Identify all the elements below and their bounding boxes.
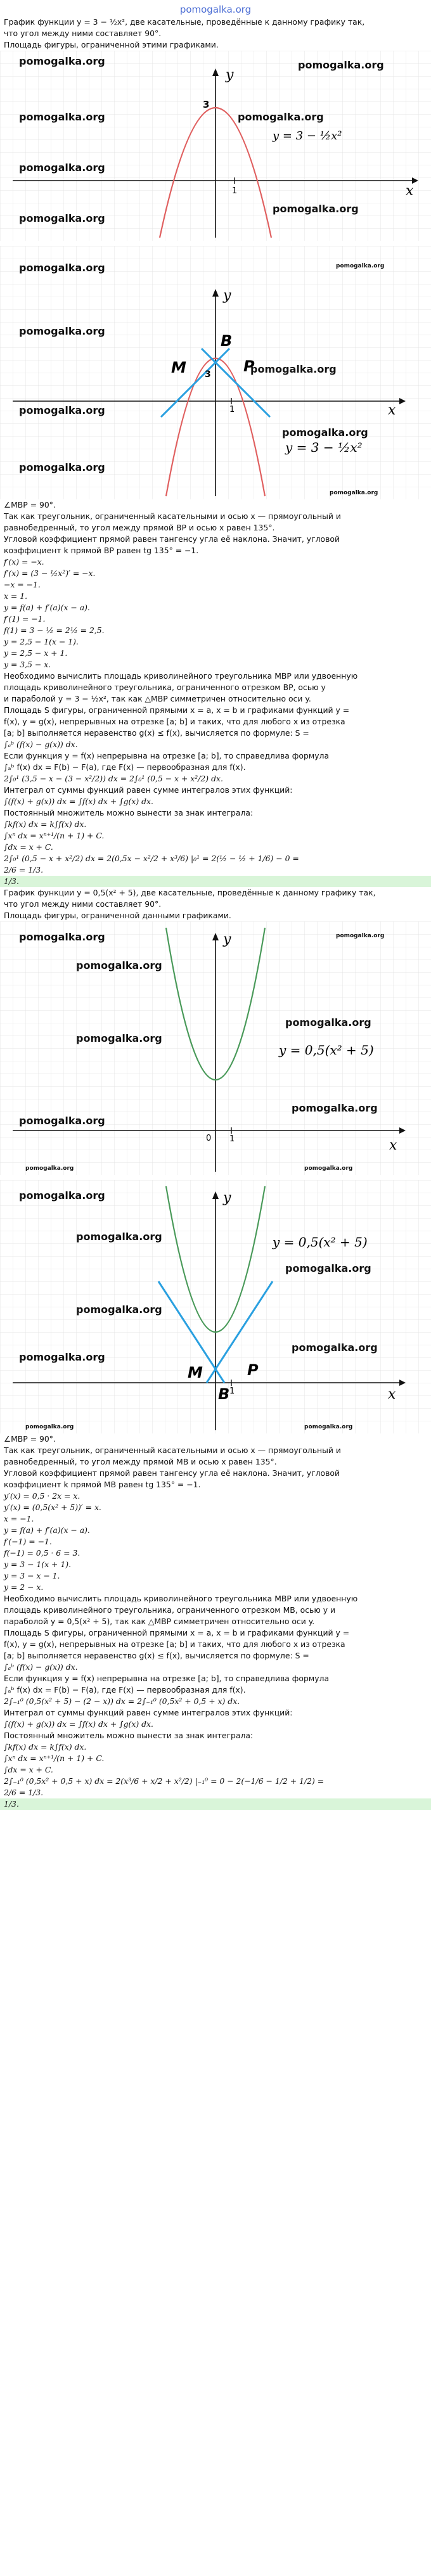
solution-1 [0,499,431,876]
solution-line: ∫ₐᵇ (f(x) − g(x)) dx. [4,740,78,749]
watermark: pomogalka.org [19,1189,105,1201]
point-P-label: P [243,357,255,375]
solution-line: [a; b] выполняется неравенство g(x) ≤ f(x), вычисляется по формуле: S = [4,1651,309,1660]
solution-line: 2∫₋₁⁰ (0,5(x² + 5) − (2 − x)) dx = 2∫₋₁⁰ (0,5x² + 0,5 + x) dx. [4,1696,240,1706]
curve-label: y = 0,5(x² + 5) [279,1042,374,1058]
watermark: pomogalka.org [19,55,105,67]
solution-line: равнобедренный, то угол между прямой BP и осью x равен 135°. [4,523,275,532]
solution-line: y′(x) = (0,5(x² + 5))′ = x. [4,1503,101,1512]
solution-line: Если функция y = f(x) непрерывна на отрезке [a; b], то справедлива формула [4,751,330,760]
tick-1-label: 1 [229,1387,235,1396]
curve-label: y = 3 − ½x² [285,440,363,455]
watermark: pomogalka.org [19,461,105,473]
solution-line: Необходимо вычислить площадь криволинейного треугольника MBP или удвоенную [4,671,358,681]
solution-line: ∫xⁿ dx = xⁿ⁺¹/(n + 1) + C. [4,831,105,840]
solution-line: f′(x) = −x. [4,557,44,567]
intro-line: что угол между ними составляет 90°. [4,29,162,38]
solution-line: Интеграл от суммы функций равен сумме интегралов этих функций: [4,785,293,795]
watermark: pomogalka.org [19,404,105,416]
watermark: pomogalka.org [25,1165,74,1172]
solution-line: равнобедренный, то угол между прямой MB и осью x равен 135°. [4,1457,277,1466]
watermark: pomogalka.org [76,1231,162,1243]
intro-line: что угол между ними составляет 90°. [4,899,162,909]
watermark: pomogalka.org [336,263,385,269]
watermark: pomogalka.org [285,1262,371,1274]
axis-x-label: x [389,1137,397,1153]
point-P-label: P [247,1361,259,1379]
tick-3-label: 3 [203,99,210,110]
answer-2 [0,1798,431,1810]
graph-3-svg [0,921,431,1175]
solution-line: y = 3 − 1(x + 1). [4,1560,72,1569]
solution-line: ∫dx = x + C. [4,1765,53,1774]
solution-line: ∫kf(x) dx = k∫f(x) dx. [4,1742,87,1752]
intro-line: Площадь фигуры, ограниченной этими графиками. [4,40,219,49]
solution-line: коэффициент k прямой MB равен tg 135° = −1. [4,1480,201,1489]
solution-line: 2∫₋₁⁰ (0,5x² + 0,5 + x) dx = 2(x³/6 + x/2 + x²/2) |₋₁⁰ = 0 − 2(−1/6 − 1/2 + 1/2) = [4,1776,325,1786]
watermark: pomogalka.org [19,162,105,174]
solution-line: Площадь S фигуры, ограниченной прямыми x = a, x = b и графиками функций y = [4,705,350,715]
intro-1 [0,16,431,51]
solution-line: f′(−1) = −1. [4,1537,52,1546]
watermark: pomogalka.org [304,1165,353,1172]
tick-3-label: 3 [205,369,211,380]
watermark: pomogalka.org [250,363,337,375]
watermark: pomogalka.org [25,1424,74,1430]
point-B-label: B [218,1385,230,1403]
watermark: pomogalka.org [19,111,105,123]
solution-line: коэффициент k прямой BP равен tg 135° = −1. [4,546,199,555]
axis-x-label: x [388,1387,396,1402]
solution-line: ∠MBP = 90°. [4,1434,56,1444]
solution-line: x = −1. [4,1514,34,1523]
solution-line: f(x), y = g(x), непрерывных на отрезке [a; b] и таких, что для любого x из отрезка [4,717,345,726]
solution-line: Угловой коэффициент прямой равен тангенсу угла её наклона. Значит, угловой [4,1468,340,1478]
solution-line: Площадь S фигуры, ограниченной прямыми x = a, x = b и графиками функций y = [4,1628,350,1637]
axis-y-label: y [223,288,231,304]
axis-x-label: x [406,183,414,199]
solution-line: ∫ₐᵇ f(x) dx = F(b) − F(a), где F(x) — первообразная для f(x). [4,1685,246,1695]
solution-line: 2/6 = 1/3. [4,1788,44,1797]
solution-line: Постоянный множитель можно вынести за знак интеграла: [4,1731,254,1740]
solution-line: ∫(f(x) + g(x)) dx = ∫f(x) dx + ∫g(x) dx. [4,797,153,806]
solution-line: площадь криволинейного треугольника, ограниченного отрезком BP, осью y [4,682,326,692]
solution-line: x = 1. [4,591,28,601]
solution-line: ∠MBP = 90°. [4,500,56,509]
solution-line: Интеграл от суммы функций равен сумме интегралов этих функций: [4,1708,293,1717]
graph-2-svg [0,246,431,499]
solution-line: [a; b] выполняется неравенство g(x) ≤ f(x), вычисляется по формуле: S = [4,728,309,738]
answer-value: 1/3. [4,876,19,886]
point-M-label: M [188,1364,203,1381]
watermark: pomogalka.org [19,212,105,224]
watermark: pomogalka.org [330,490,378,496]
watermark: pomogalka.org [304,1424,353,1430]
graph-1-svg [0,51,431,241]
axis-x-label: x [388,402,396,418]
solution-line: и параболой y = 3 − ½x², так как △MBP симметричен относительно оси y. [4,694,311,703]
solution-line: f(−1) = 0,5 · 6 = 3. [4,1548,80,1558]
tick-1-label: 1 [232,186,238,196]
tick-0-label: 0 [206,1134,212,1143]
solution-line: ∫ₐᵇ (f(x) − g(x)) dx. [4,1662,78,1672]
intro-line: График функции y = 3 − ½x², две касательные, проведённые к данному графику так, [4,17,365,27]
axis-y-label: y [223,932,231,947]
solution-line: y = f(a) + f′(a)(x − a). [4,1525,90,1535]
graph-2 [0,246,431,499]
solution-line: Необходимо вычислить площадь криволинейного треугольника MBP или удвоенную [4,1594,358,1603]
graph-4-svg [0,1180,431,1433]
watermark: pomogalka.org [282,426,368,439]
solution-line: y′(x) = 0,5 · 2x = x. [4,1491,80,1501]
solution-line: y = 2 − x. [4,1582,44,1592]
solution-line: площадь криволинейного треугольника, ограниченного отрезком MB, осью y и [4,1605,336,1615]
solution-line: ∫dx = x + C. [4,842,53,852]
solution-line: ∫(f(x) + g(x)) dx = ∫f(x) dx + ∫g(x) dx. [4,1719,153,1729]
solution-line: f(x), y = g(x), непрерывных на отрезке [a; b] и таких, что для любого x из отрезка [4,1639,345,1649]
graph-3 [0,921,431,1175]
solution-line: −x = −1. [4,580,41,589]
solution-line: ∫xⁿ dx = xⁿ⁺¹/(n + 1) + C. [4,1753,105,1763]
solution-line: параболой y = 0,5(x² + 5), так как △MBP симметричен относительно оси y. [4,1617,315,1626]
solution-line: y = 3 − x − 1. [4,1571,60,1580]
watermark: pomogalka.org [19,1351,105,1363]
graph-4 [0,1180,431,1433]
watermark: pomogalka.org [238,111,324,123]
point-B-label: B [221,332,233,350]
tick-1-label: 1 [229,1134,235,1144]
axis-y-label: y [223,1190,231,1206]
site-title[interactable]: pomogalka.org [179,4,252,15]
intro-line: График функции y = 0,5(x² + 5), две касательные, проведённые к данному графику так, [4,888,376,897]
watermark: pomogalka.org [285,1016,371,1028]
solution-line: Постоянный множитель можно вынести за знак интеграла: [4,808,254,817]
answer-value: 1/3. [4,1799,19,1809]
solution-line: Так как треугольник, ограниченный касательными и осью x — прямоугольный и [4,511,341,521]
curve-label: y = 3 − ½x² [273,129,342,143]
watermark: pomogalka.org [19,325,105,337]
solution-line: f′(x) = (3 − ½x²)′ = −x. [4,568,96,578]
answer-1 [0,876,431,887]
watermark: pomogalka.org [19,1115,105,1127]
watermark: pomogalka.org [292,1102,378,1114]
solution-line: ∫kf(x) dx = k∫f(x) dx. [4,819,87,829]
solution-line: Так как треугольник, ограниченный касательными и осью x — прямоугольный и [4,1445,341,1455]
solution-line: f(1) = 3 − ½ = 2½ = 2,5. [4,625,105,635]
solution-line: 2∫₀¹ (3,5 − x − (3 − x²/2)) dx = 2∫₀¹ (0,5 − x + x²/2) dx. [4,774,223,783]
graph-1 [0,51,431,241]
solution-line: Угловой коэффициент прямой равен тангенсу угла её наклона. Значит, угловой [4,534,340,544]
watermark: pomogalka.org [273,203,359,215]
point-M-label: M [171,359,186,376]
solution-line: 2/6 = 1/3. [4,865,44,875]
intro-line: Площадь фигуры, ограниченной данными графиками. [4,911,231,920]
solution-line: y = f(a) + f′(a)(x − a). [4,603,90,612]
axis-y-label: y [226,67,234,83]
watermark: pomogalka.org [19,262,105,274]
watermark: pomogalka.org [76,1032,162,1044]
solution-line: y = 2,5 − 1(x − 1). [4,637,79,646]
solution-line: y = 3,5 − x. [4,660,51,669]
solution-line: f′(1) = −1. [4,614,46,624]
watermark: pomogalka.org [292,1342,378,1354]
solution-2 [0,1433,431,1798]
solution-line: 2∫₀¹ (0,5 − x + x²/2) dx = 2(0,5x − x²/2 + x³/6) |₀¹ = 2(½ − ½ + 1/6) − 0 = [4,854,299,863]
watermark: pomogalka.org [298,59,384,71]
tick-1-label: 1 [229,405,235,414]
watermark: pomogalka.org [336,933,385,939]
intro-2 [0,887,431,921]
solution-line: Если функция y = f(x) непрерывна на отрезке [a; b], то справедлива формула [4,1674,330,1683]
watermark: pomogalka.org [76,1304,162,1316]
watermark: pomogalka.org [76,959,162,971]
curve-label: y = 0,5(x² + 5) [273,1234,368,1250]
solution-line: y = 2,5 − x + 1. [4,648,68,658]
solution-line: ∫ₐᵇ f(x) dx = F(b) − F(a), где F(x) — первообразная для f(x). [4,762,246,772]
watermark: pomogalka.org [19,931,105,943]
